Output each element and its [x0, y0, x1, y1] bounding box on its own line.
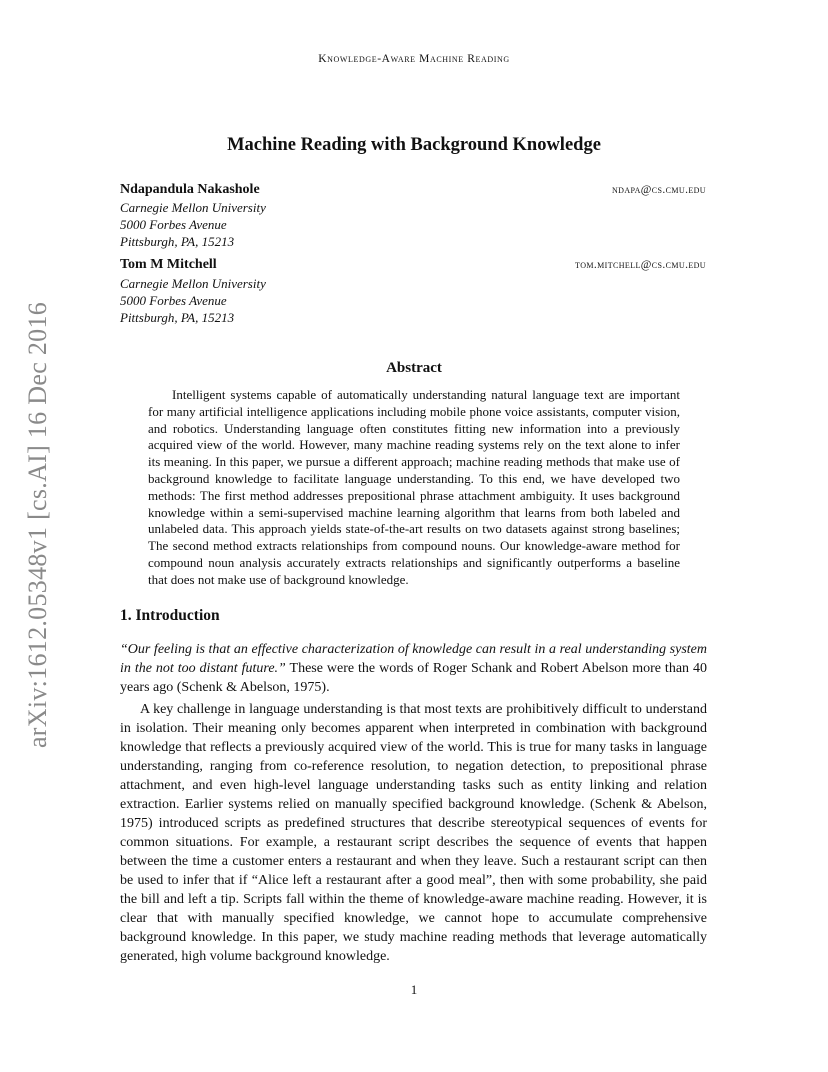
schank-quote: “Our feeling is that an effective characterization of knowledge can result in a real understanding system in the not too distant future.” [120, 642, 707, 676]
paper-title: Machine Reading with Background Knowledge [227, 135, 601, 155]
author-2-street: 5000 Forbes Avenue [120, 293, 227, 308]
author-2-institution: Carnegie Mellon University [120, 276, 266, 291]
author-1-institution: Carnegie Mellon University [120, 200, 266, 215]
author-2-city: Pittsburgh, PA, 15213 [120, 310, 235, 325]
abstract-text: Intelligent systems capable of automatically understanding natural language text are important for many artificial intelligence applications including mobile phone voice assistants, computer vision, and robotics. Understanding language often constitutes fitting new information into a previously acquired view of the world. However, many machine reading systems rely on the text alone to infer its meaning. In this paper, we pursue a different approach; machine reading methods that make use of background knowledge to facilitate language understanding. To this end, we have developed two methods: The first method addresses prepositional phrase attachment ambiguity. It uses background knowledge within a semi-supervised machine learning algorithm that learns from both labeled and unlabeled data. This approach yields state-of-the-art results on two datasets against strong baselines; The second method extracts relationships from compound nouns. Our knowledge-aware method for compound noun analysis accurately extracts relationships and significantly outperforms a baseline that does not make use of background knowledge. [148, 387, 680, 587]
arxiv-identifier: arXiv:1612.05348v1 [cs.AI] 16 Dec 2016 [23, 301, 52, 749]
section-heading: 1. Introduction [120, 607, 220, 624]
intro-paragraph-1 [120, 640, 707, 697]
running-header: Knowledge-Aware Machine Reading [318, 53, 510, 65]
page-number: 1 [410, 982, 418, 997]
author-2-affiliation [120, 275, 266, 326]
author-2-email: tom.mitchell@cs.cmu.edu [575, 259, 706, 271]
author-1-city: Pittsburgh, PA, 15213 [120, 234, 235, 249]
author-1-name: Ndapandula Nakashole [120, 182, 260, 197]
author-1-street: 5000 Forbes Avenue [120, 217, 227, 232]
abstract-heading: Abstract [386, 360, 442, 376]
author-1-email: ndapa@cs.cmu.edu [611, 184, 706, 196]
author-2-name: Tom M Mitchell [120, 257, 217, 272]
quote-attribution: These were the words of Roger Schank and Robert Abelson more than 40 years ago (Schenk & Abelson, 1975). [120, 661, 707, 695]
intro-paragraph-2: A key challenge in language understanding is that most texts are prohibitively difficult to understand in isolation. Their meaning only becomes apparent when interpreted in combination with background knowledge that reflects a previously acquired view of the world. This is true for many tasks in language understanding, ranging from co-reference resolution, to negation detection, to prepositional phrase attachment, and even high-level language understanding tasks such as entity linking and relation extraction. Earlier systems relied on manually specified background knowledge. (Schenk & Abelson, 1975) introduced scripts as predefined structures that describe stereotypical sequences of events for common situations. For example, a restaurant script describes the sequence of events that happen between the time a customer enters a restaurant and when they leave. Such a restaurant script can then be used to infer that if “Alice left a restaurant after a good meal”, then with some probability, she paid the bill and left a tip. Scripts fall within the theme of knowledge-aware machine reading. However, it is clear that with manually specified knowledge, we cannot hope to accumulate comprehensive background knowledge. In this paper, we study machine reading methods that leverage automatically generated, high volume background knowledge. [120, 702, 707, 964]
author-1-affiliation [120, 199, 266, 250]
